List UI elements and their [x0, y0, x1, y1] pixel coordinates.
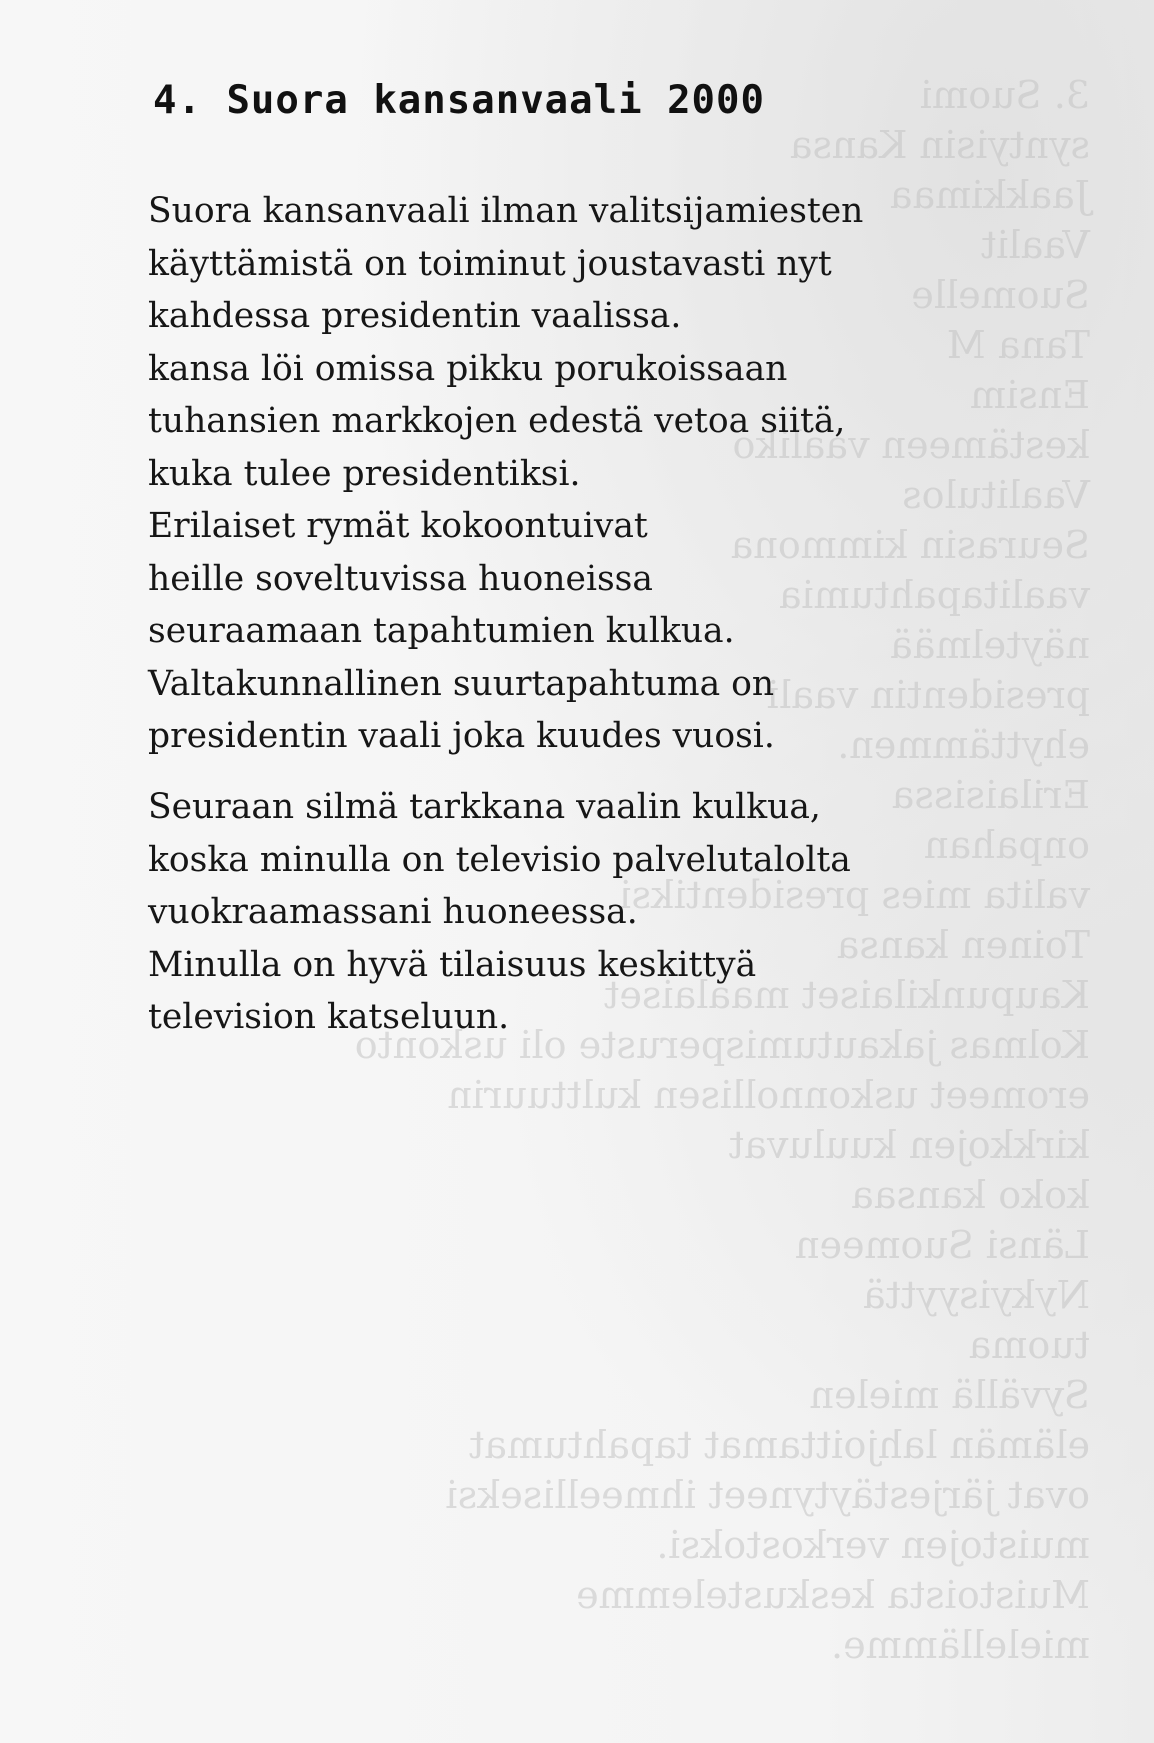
page-heading: 4. Suora kansanvaali 2000: [153, 78, 765, 123]
bleed-through-line: Kolmas jakautumisperuste oli uskonto: [354, 1023, 1090, 1067]
text-line: kahdessa presidentin vaalissa.: [148, 296, 682, 336]
bleed-through-line: koko kansaa: [851, 1173, 1090, 1217]
bleed-through-line: ehyttämmen.: [837, 723, 1090, 767]
bleed-through-line: kestämeen vaaliko: [732, 423, 1090, 467]
text-line: kansa löi omissa pikku porukoissaan: [148, 348, 788, 389]
bleed-through-line: Kaupunkilaiset maalaiset: [604, 973, 1090, 1017]
text-line: vuokraamassani huoneessa.: [148, 892, 638, 932]
text-line: Seuraan silmä tarkkana vaalin kulkua,: [148, 787, 821, 827]
bleed-through-line: Länsi Suomeen: [795, 1223, 1090, 1267]
text-line: seuraamaan tapahtumien kulkua.: [148, 611, 735, 651]
text-line: Erilaiset rymät kokoontuivat: [148, 506, 648, 546]
bleed-through-line: vaalitapahtumia: [778, 573, 1090, 617]
paragraph-2: [148, 781, 1008, 1044]
bleed-through-line: 3. Suomi: [920, 73, 1090, 117]
bleed-through-line: mielellämme.: [831, 1623, 1090, 1667]
text-line: heille soveltuvissa huoneissa: [148, 558, 653, 599]
bleed-through-line: Toinen kansa: [836, 923, 1090, 967]
bleed-through-line: muistojen verkostoksi.: [656, 1523, 1090, 1567]
bleed-through-line: Ensim: [970, 373, 1090, 417]
paragraph-1: [148, 185, 1008, 763]
bleed-through-line: Muistoista keskustelemme: [576, 1573, 1090, 1617]
bleed-through-line: tuoma: [968, 1323, 1090, 1367]
bleed-through-line: Syvällä mielen: [809, 1373, 1090, 1417]
bleed-through-line: Tana M: [946, 323, 1090, 367]
text-line: koska minulla on televisio palvelutalolta: [148, 839, 851, 880]
bleed-through-line: ovat järjestäytyneet ihmeelliseksi: [445, 1473, 1090, 1517]
bleed-through-line: Nykyisyyttä: [863, 1273, 1090, 1317]
bleed-through-line: eromeet uskonnollisen kulttuurin: [447, 1073, 1090, 1117]
bleed-through-line: Suomelle: [911, 273, 1090, 317]
text-line: Valtakunnallinen suurtapahtuma on: [148, 663, 775, 704]
text-line: käyttämistä on toiminut joustavasti nyt: [148, 243, 832, 284]
bleed-through-line: Vaalit: [981, 223, 1090, 267]
text-line: kuka tulee presidentiksi.: [148, 453, 581, 494]
bleed-through-line: Erilaisissa: [891, 773, 1090, 817]
text-line: Suora kansanvaali ilman valitsijamiesten: [148, 191, 864, 231]
text-line: television katseluun.: [148, 997, 510, 1037]
bleed-through-line: Vaalitulos: [902, 473, 1090, 517]
bleed-through-line: elämän lahjoittamat tapahtumat: [469, 1423, 1090, 1467]
text-line: Minulla on hyvä tilaisuus keskittyä: [148, 944, 757, 985]
bleed-through-line: presidentin vaali: [767, 673, 1090, 717]
text-line: presidentin vaali joka kuudes vuosi.: [148, 716, 775, 756]
bleed-through-line: valita mies presidentiksi: [619, 873, 1090, 917]
bleed-through-line: onpahan: [924, 823, 1090, 867]
bleed-through-line: kirkkojen kuuluvat: [728, 1123, 1090, 1167]
text-line: tuhansien markkojen edestä vetoa siitä,: [148, 401, 846, 441]
bleed-through-line: näytelmää: [890, 623, 1090, 667]
bleed-through-line: Jaakkimaa: [889, 173, 1090, 217]
bleed-through-line: Seurasin kimmona: [730, 523, 1090, 567]
bleed-through-line: syntyisin Kansa: [789, 123, 1090, 167]
